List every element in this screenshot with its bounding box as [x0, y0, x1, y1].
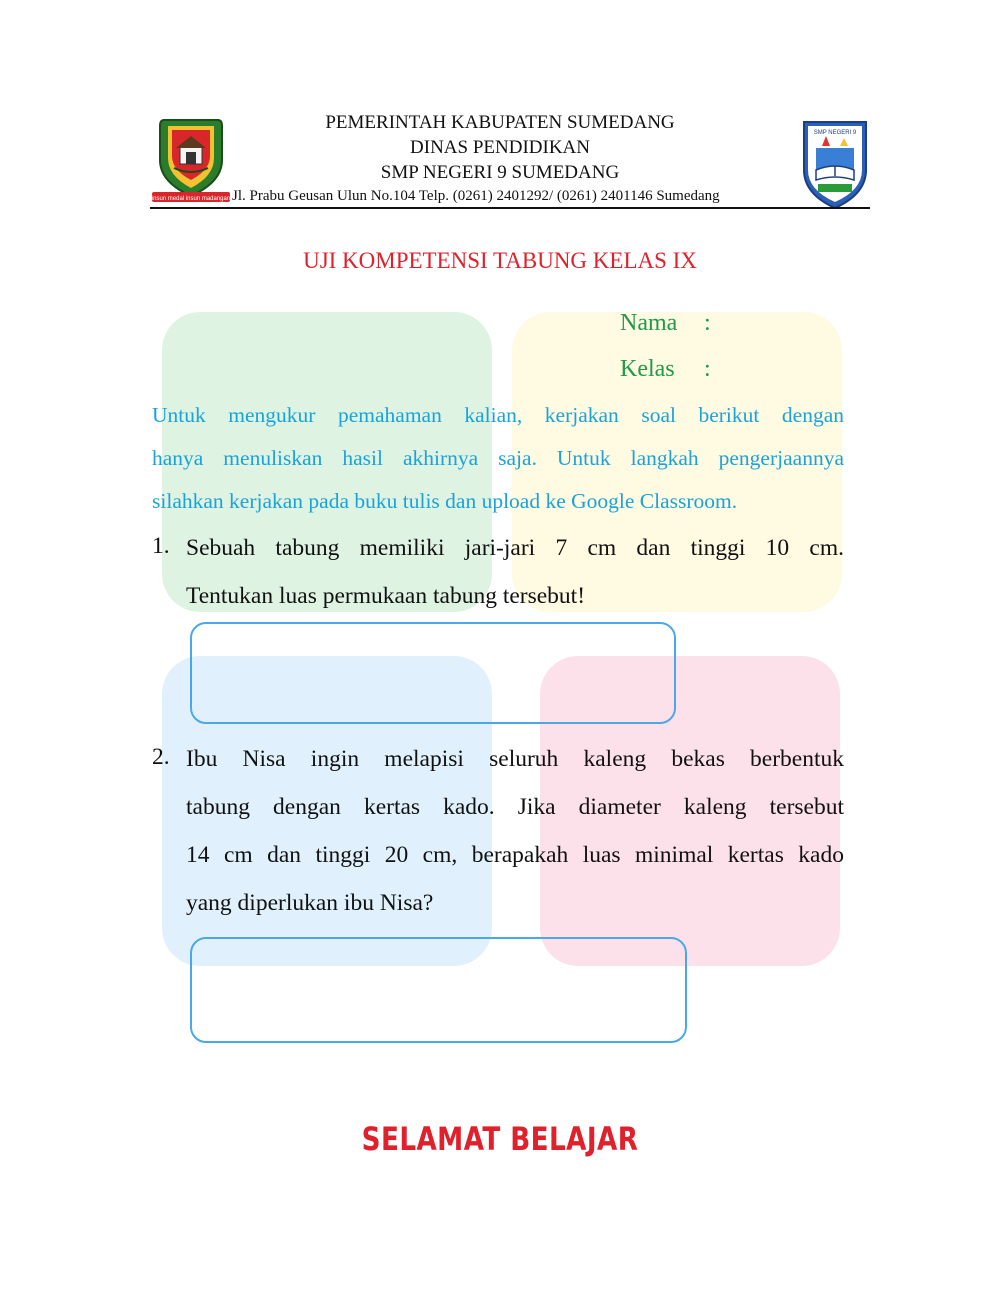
worksheet-title: UJI KOMPETENSI TABUNG KELAS IX: [303, 248, 697, 273]
letterhead-address: Jl. Prabu Geusan Ulun No.104 Telp. (0261) 2401292/ (0261) 2401146 Sumedang: [232, 188, 720, 204]
emblem-top-text: SMP NEGERI 9: [813, 130, 857, 136]
kelas-label: Kelas: [620, 356, 675, 382]
letterhead-school-name: SMP NEGERI 9 SUMEDANG: [380, 162, 620, 183]
crest-ribbon-text: insun medal insun madangan: [151, 196, 231, 202]
instruction-line: hanya menuliskan hasil akhirnya saja. Untuk langkah pengerjaannya: [152, 446, 844, 470]
question-2-number: 2.: [152, 744, 170, 770]
question-line: Ibu Nisa ingin melapisi seluruh kaleng bekas berbentuk: [186, 746, 844, 772]
nama-colon: :: [704, 310, 711, 336]
letterhead-divider: [150, 207, 870, 209]
question-1-answer-box[interactable]: [190, 622, 676, 724]
instructions-paragraph: [152, 394, 844, 523]
instruction-line: Untuk mengukur pemahaman kalian, kerjakan soal berikut dengan: [152, 403, 844, 427]
question-2-answer-box[interactable]: [190, 937, 687, 1043]
letterhead-line-1: PEMERINTAH KABUPATEN SUMEDANG: [325, 112, 675, 133]
question-line: Tentukan luas permukaan tabung tersebut!: [186, 583, 586, 609]
closing-message: SELAMAT BELAJAR: [361, 1120, 639, 1158]
nama-label: Nama: [620, 310, 678, 336]
kelas-colon: :: [704, 356, 711, 382]
question-line: yang diperlukan ibu Nisa?: [186, 890, 434, 916]
question-1-text: [186, 524, 844, 620]
instruction-line: silahkan kerjakan pada buku tulis dan upload ke Google Classroom.: [152, 489, 738, 513]
school-emblem-logo: [800, 118, 870, 210]
question-1-number: 1.: [152, 533, 170, 559]
question-2-text: [186, 735, 844, 927]
question-line: tabung dengan kertas kado. Jika diameter kaleng tersebut: [186, 794, 844, 820]
question-line: Sebuah tabung memiliki jari-jari 7 cm dan tinggi 10 cm.: [186, 535, 844, 561]
question-line: 14 cm dan tinggi 20 cm, berapakah luas minimal kertas kado: [186, 842, 844, 868]
letterhead-line-2: DINAS PENDIDIKAN: [410, 137, 590, 158]
